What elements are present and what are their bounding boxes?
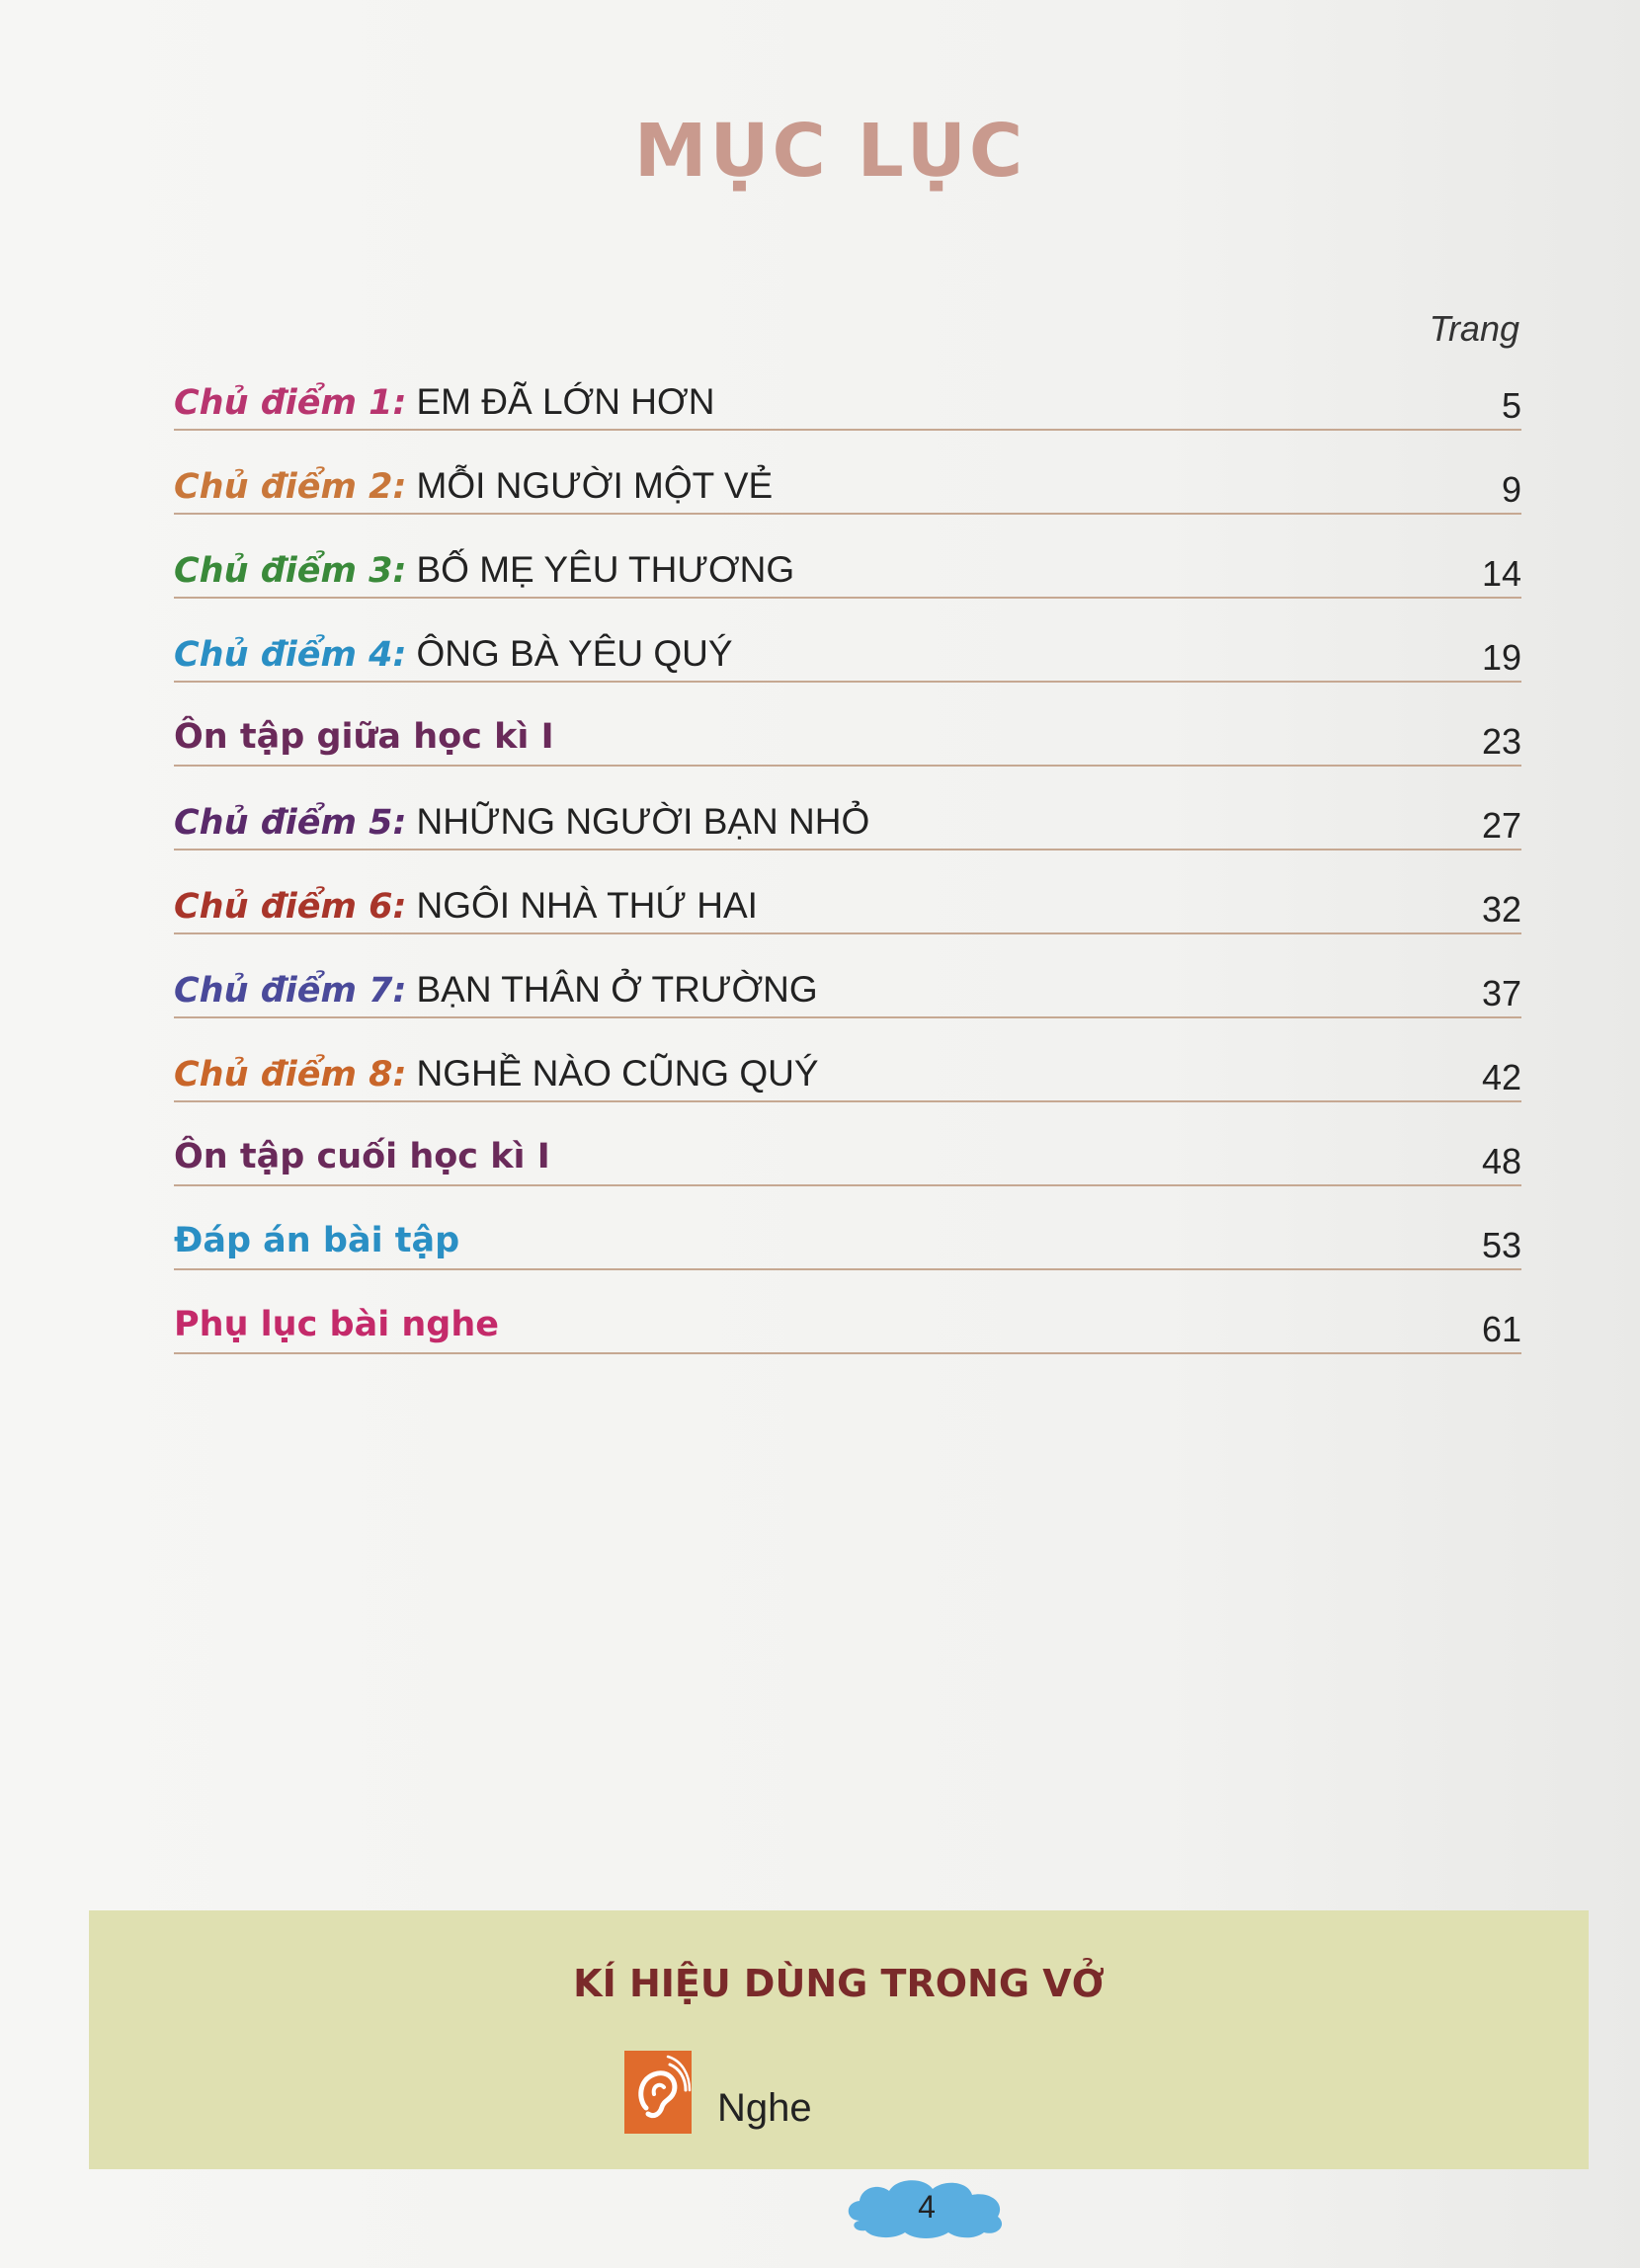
toc-row-chapter-8[interactable] — [174, 1045, 1521, 1129]
chapter-label: Chủ điểm 1: — [174, 383, 407, 423]
toc-underline — [174, 1184, 1521, 1186]
chapter-name: MỖI NGƯỜI MỘT VẺ — [416, 465, 774, 506]
chapter-label: Chủ điểm 2: — [174, 467, 407, 507]
toc-page-number: 5 — [1501, 385, 1521, 426]
chapter-name: NGÔI NHÀ THỨ HAI — [416, 885, 758, 926]
toc-chapter — [174, 801, 869, 843]
toc-row-chapter-4[interactable] — [174, 625, 1521, 709]
chapter-label: Chủ điểm 7: — [174, 971, 407, 1011]
toc-row-chapter-1[interactable] — [174, 373, 1521, 457]
chapter-name: BẠN THÂN Ở TRƯỜNG — [416, 969, 818, 1010]
toc-row-answers[interactable] — [174, 1213, 1521, 1297]
toc-underline — [174, 932, 1521, 934]
toc-row-midterm-review[interactable] — [174, 709, 1521, 793]
page-number: 4 — [918, 2189, 936, 2225]
chapter-label: Chủ điểm 5: — [174, 803, 407, 843]
legend-label: Nghe — [717, 2086, 812, 2130]
table-of-contents — [174, 373, 1521, 1381]
chapter-name: BỐ MẸ YÊU THƯƠNG — [416, 549, 795, 590]
toc-row-chapter-2[interactable] — [174, 457, 1521, 541]
toc-section-title: Phụ lục bài nghe — [174, 1305, 499, 1344]
chapter-name: EM ĐÃ LỚN HƠN — [416, 381, 715, 422]
ear-icon — [624, 2051, 692, 2134]
chapter-label: Chủ điểm 4: — [174, 635, 407, 675]
toc-section-title: Đáp án bài tập — [174, 1221, 460, 1260]
toc-row-chapter-7[interactable] — [174, 961, 1521, 1045]
toc-underline — [174, 1016, 1521, 1018]
toc-underline — [174, 765, 1521, 767]
page-title: MỤC LỤC — [633, 109, 1026, 194]
toc-underline — [174, 597, 1521, 599]
toc-underline — [174, 1100, 1521, 1102]
toc-chapter — [174, 381, 714, 423]
toc-underline — [174, 1268, 1521, 1270]
toc-page-number: 9 — [1501, 469, 1521, 510]
toc-underline — [174, 1352, 1521, 1354]
page-column-label: Trang — [1429, 308, 1519, 349]
legend-title: KÍ HIỆU DÙNG TRONG VỞ — [573, 1962, 1105, 2005]
toc-chapter — [174, 885, 758, 927]
toc-underline — [174, 429, 1521, 431]
toc-chapter — [174, 1053, 819, 1094]
toc-page-number: 42 — [1481, 1057, 1521, 1097]
toc-page-number: 14 — [1481, 553, 1521, 594]
chapter-name: NGHỀ NÀO CŨNG QUÝ — [416, 1053, 819, 1094]
toc-page-number: 48 — [1481, 1141, 1521, 1181]
toc-row-chapter-5[interactable] — [174, 793, 1521, 877]
chapter-name: ÔNG BÀ YÊU QUÝ — [416, 633, 733, 674]
toc-row-chapter-3[interactable] — [174, 541, 1521, 625]
toc-chapter — [174, 633, 733, 675]
toc-page-number: 27 — [1481, 805, 1521, 846]
toc-chapter — [174, 465, 773, 507]
toc-row-chapter-6[interactable] — [174, 877, 1521, 961]
toc-section-title: Ôn tập cuối học kì I — [174, 1137, 550, 1176]
toc-page-number: 61 — [1481, 1309, 1521, 1349]
toc-page-number: 53 — [1481, 1225, 1521, 1265]
toc-chapter — [174, 549, 794, 591]
chapter-name: NHỮNG NGƯỜI BẠN NHỎ — [416, 801, 870, 842]
chapter-label: Chủ điểm 6: — [174, 887, 407, 927]
legend-box — [89, 1910, 1589, 2169]
toc-page-number: 37 — [1481, 973, 1521, 1013]
toc-page-number: 19 — [1481, 637, 1521, 678]
chapter-label: Chủ điểm 3: — [174, 551, 407, 591]
toc-underline — [174, 849, 1521, 850]
toc-row-final-review[interactable] — [174, 1129, 1521, 1213]
toc-section-title: Ôn tập giữa học kì I — [174, 717, 554, 757]
toc-chapter — [174, 969, 818, 1011]
toc-page-number: 23 — [1481, 721, 1521, 762]
page-number-badge — [840, 2173, 1014, 2240]
toc-page-number: 32 — [1481, 889, 1521, 930]
toc-underline — [174, 681, 1521, 683]
toc-row-listening-appendix[interactable] — [174, 1297, 1521, 1381]
toc-underline — [174, 513, 1521, 515]
chapter-label: Chủ điểm 8: — [174, 1055, 407, 1094]
